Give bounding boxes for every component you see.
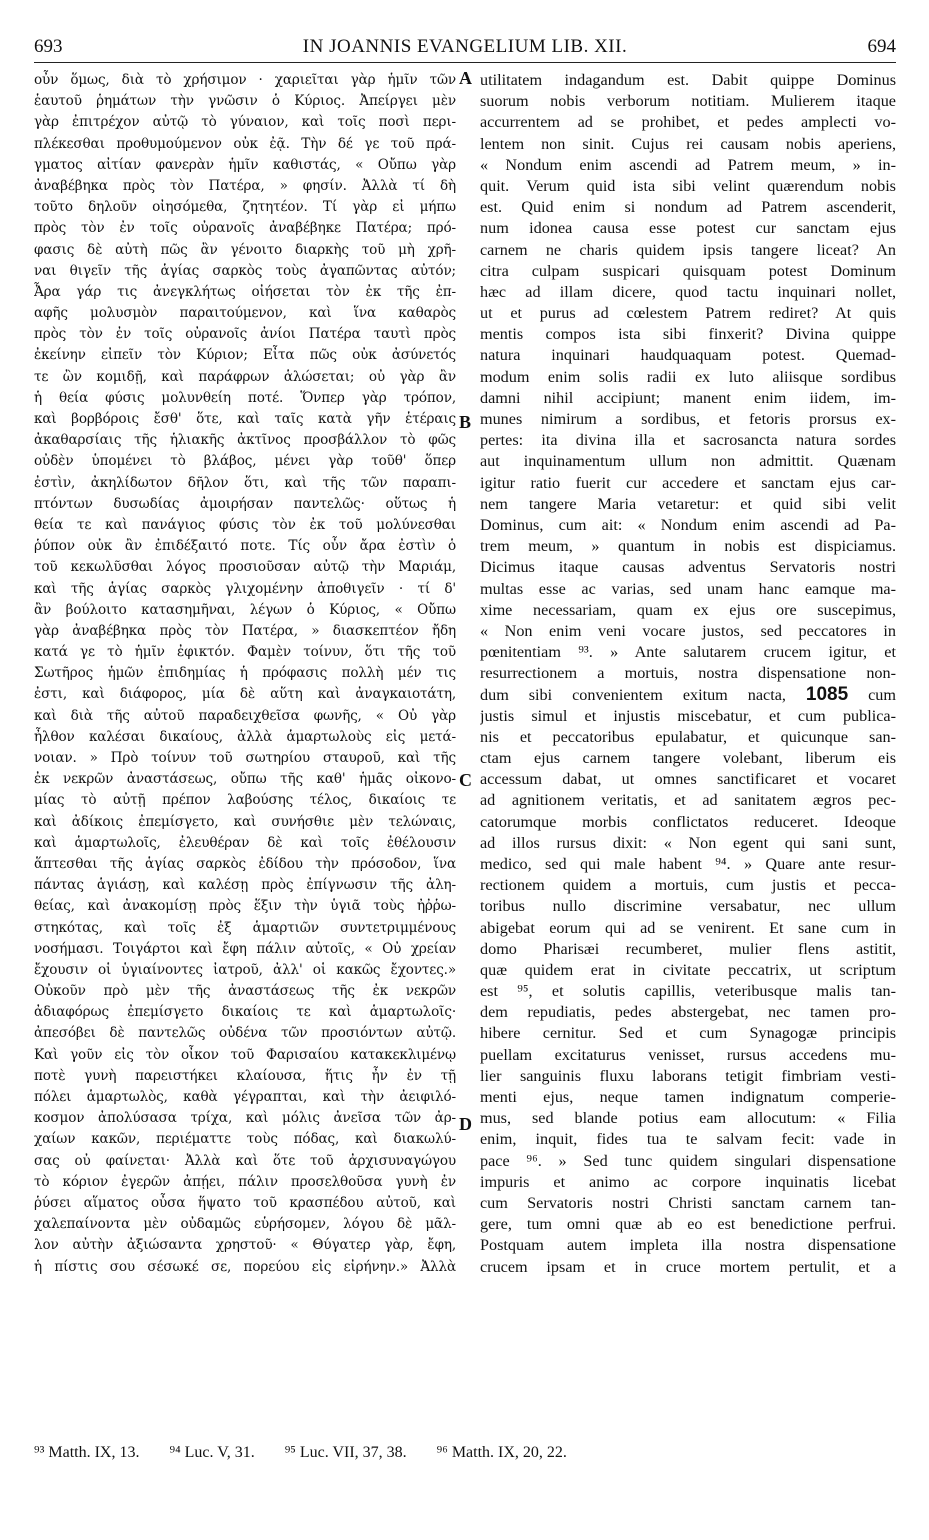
latin-line: est ⁹⁵, et solutis capillis, veteribusque malis tan- xyxy=(480,982,896,1001)
latin-line: mentis compos ista sibi finxerit? Divina quippe xyxy=(480,325,896,344)
greek-line: πτόντων δυσωδίας ἀμοιρήσαν παντελῶς· οὕτως ἡ xyxy=(34,495,456,512)
latin-line: mus, sed blande potius eam allocutum: « Filia xyxy=(480,1109,896,1128)
latin-line: pœnitentiam ⁹³. » Ante salutarem crucem igitur, et xyxy=(480,643,896,662)
greek-line: καὶ βορβόροις ἔσθ' ὅτε, καὶ ταῖς κατὰ γῆν ἑτέραις xyxy=(34,411,456,427)
latin-line: ctam ejus carnem tangere volebant, liberum eis xyxy=(480,749,896,767)
latin-line: accurrentem ad se prohibet, et pedes amplecti vo- xyxy=(480,113,896,132)
latin-line: dem repudiatis, pedes abstergebat, nec tamen pro- xyxy=(480,1003,896,1022)
latin-line: xime necessariam, quam ex ejus ore suscepimus, xyxy=(480,600,896,619)
footnote: ⁹⁴ Luc. V, 31. xyxy=(169,1444,255,1461)
greek-line: Καὶ γοῦν εἰς τὸν οἶκον τοῦ Φαρισαίου κατακεκλιμένῳ xyxy=(34,1046,456,1063)
latin-line: quit. Verum quid ista sibi velint quærendum nobis xyxy=(480,176,896,195)
greek-line: γὰρ ἐπιτρέχον αὐτῷ τὸ γύναιον, καὶ τοῖς ποσὶ περι- xyxy=(34,114,456,131)
latin-line: Dominus, cum ait: « Nondum enim ascendi ad Pa- xyxy=(480,515,896,534)
greek-line: αφῆς μολυσμὸν παραιτούμενον, καὶ ἵνα καθαρὸς xyxy=(34,305,456,322)
latin-line: natura inquinari haudquaquam potest. Quemad- xyxy=(480,346,896,365)
latin-line: gere, tum omni quæ ab eo est benedictione perfrui. xyxy=(480,1215,896,1234)
footnote: ⁹³ Matth. IX, 13. xyxy=(34,1444,140,1461)
greek-line: ναι θιγεῖν τῆς ἁγίας σαρκὸς τοὺς ἀγαπῶντας αὐτόν; xyxy=(34,262,456,279)
greek-line: καὶ ἁμαρτωλοῖς, ἐλευθέραν δὲ καὶ τοῖς ἐθέλουσιν xyxy=(34,834,456,851)
greek-line: καὶ ἀδίκοις ἐπεμίσγετο, καὶ συνήσθιε μὲν τελώναις, xyxy=(34,813,456,830)
greek-line: ἡ θεία φύσις μολυνθείη ποτέ. Ὅνπερ γὰρ τρόπον, xyxy=(34,389,456,406)
latin-line: catorumque morbis conflictatos reduceret. Ideoque xyxy=(480,812,896,831)
greek-line: ἑαυτοῦ ῥημάτων τὴν γνῶσιν ὁ Κύριος. Ἀπείργει μὲν xyxy=(34,93,456,110)
latin-line: hibere cernitur. Sed et cum Synagogæ principis xyxy=(480,1024,896,1043)
latin-column xyxy=(480,70,896,1278)
greek-line: ποτὲ γυνὴ παρειστήκει κλαίουσα, ἥτις ἦν ἐν τῇ xyxy=(34,1067,456,1084)
latin-line: ad agnitionem veritatis, et ad sanitatem ægros pec- xyxy=(480,791,896,810)
greek-line: Σωτῆρος ἡμῶν ἐπιδημίας ἡ πρόφασις πολλὴ μέν τις xyxy=(34,665,456,682)
latin-line: nis et peccatoribus epulabatur, et quicunque san- xyxy=(480,727,896,746)
greek-line: ῥύπον οὐκ ἂν ἐπιδέξαιτό ποτε. Τίς οὖν ἄρα ἐστὶν ὁ xyxy=(34,538,456,555)
latin-line: puellam excitaturus venisset, rursus accedens mu- xyxy=(480,1045,896,1064)
greek-line: πλέκεσθαι προθυμούμενον οὐκ ἐᾷ. Τὴν δέ γε τοῦ πρά- xyxy=(34,135,456,152)
latin-line: « Non enim veni vocare justos, sed peccatores in xyxy=(480,621,896,640)
greek-line: στηκότας, καὶ τοῖς ἐξ ἁμαρτιῶν συντετριμμένους xyxy=(34,919,456,936)
greek-line: ἐκείνην εἰπεῖν τὸν Κύριον; Εἶτα πῶς οὐκ ἀσύνετός xyxy=(34,347,456,364)
greek-line: φασις δὲ αὐτὴ πῶς ἂν γένοιτο διαρκὴς τοῦ μὴ χρῆ- xyxy=(34,241,456,258)
latin-line: impuris et animo ac corpore inquinatis licebat xyxy=(480,1172,896,1191)
latin-line: crucem ipsam et in cruce mortem pertulit, et a xyxy=(480,1257,896,1276)
footnotes xyxy=(34,1444,896,1462)
latin-line: Postquam autem impleta illa nostra dispensatione xyxy=(480,1236,896,1255)
latin-line: Dicimus itaque causas adventus Servatoris nostri xyxy=(480,558,896,577)
latin-line: suorum nobis verborum notitiam. Mulierem itaque xyxy=(480,92,896,111)
greek-line: γὰρ ἀναβέβηκα πρὸς τὸν Πατέρα, » διασκεπτέον ἤδη xyxy=(34,622,456,639)
latin-line: « Nondum enim ascendi ad Patrem meum, » in- xyxy=(480,155,896,174)
greek-line: ῥύσει αἵματος οὖσα ἥψατο τοῦ κρασπέδου αὐτοῦ, καὶ xyxy=(34,1194,456,1211)
greek-line: νοιαν. » Πρὸ τοίνυν τοῦ σωτηρίου σταυροῦ, καὶ τῆς xyxy=(34,750,456,766)
greek-line: πάντας ἁγιάσῃ, καὶ καλέσῃ πρὸς ἐπίγνωσιν τῆς ἀλη- xyxy=(34,877,456,894)
greek-line: σας οὐ φαίνεται· Ἀλλὰ καὶ ὅτε τοῦ ἀρχισυναγώγου xyxy=(34,1152,456,1169)
greek-line: νοσήμασι. Τοιγάρτοι καὶ ἔφη πάλιν αὐτοῖς, « Οὐ χρείαν xyxy=(34,940,456,957)
greek-line: μίας τὸ αὐτῇ πρέπον λαβούσης τέλος, δικαίοις τε xyxy=(34,792,456,809)
greek-line: Ἆρα γάρ τις ἀνεγκλήτως οἰήσεται τὸν ἐκ τῆς ἐπ- xyxy=(34,283,456,300)
latin-line: pace ⁹⁶. » Sed tunc quidem singulari dispensatione xyxy=(480,1151,896,1170)
greek-line: πόλει ἁμαρτωλὸς, καθὰ γέγραπται, καὶ τὴν ἀειφιλό- xyxy=(34,1089,456,1105)
greek-line: λον αὐτὴν ἀξιώσαντα χρηστοῦ· « Θύγατερ γὰρ, ἔφη, xyxy=(34,1237,456,1254)
latin-line: domo Pharisæi recumberet, mulier flens astitit, xyxy=(480,939,896,958)
latin-line: lentem non sinit. Cujus rei causam nobis aperiens, xyxy=(480,134,896,153)
greek-line: θείας, καὶ ἀνακομίσῃ πρὸς ἕξιν τὴν ὑγιᾶ τοὺς ἠῤῥω- xyxy=(34,898,456,915)
greek-line: ἅπτεσθαι τῆς ἁγίας σαρκὸς ἐδίδου τὴν πρόσοδον, ἵνα xyxy=(34,855,456,872)
latin-line: medico, sed qui male habent ⁹⁴. » Quare ante resur- xyxy=(480,854,896,873)
latin-line: lier sanguinis fluxu laborans tetigit fimbriam vesti- xyxy=(480,1066,896,1085)
latin-line: munes nimirum a sordibus, et fetoris prorsus ex- xyxy=(480,410,896,428)
section-marker-d: D xyxy=(459,1114,472,1134)
greek-line: Οὐκοῦν πρὸ μὲν τῆς ἀναστάσεως τῆς ἐκ νεκρῶν xyxy=(34,983,456,1000)
footnote: ⁹⁶ Matth. IX, 20, 22. xyxy=(436,1444,567,1461)
section-marker-a: A xyxy=(459,68,472,88)
greek-line: πρὸς τὸν ἐν τοῖς οὐρανοῖς ἀναβέβηκε Πατέρα; πρό- xyxy=(34,220,456,237)
greek-line: κοσμον ἀπολύσασα τρίχα, καὶ μόλις ἀνεῖσα τῶν ἀρ- xyxy=(34,1110,456,1127)
greek-line: ἐστὶν, ἀκηλίδωτον δῆλον ὅτι, καὶ τῆς τῶν παραπι- xyxy=(34,474,456,491)
greek-line: τοῦ κεκωλῦσθαι λόγος προσιοῦσαν αὐτῷ τὴν Μαριάμ, xyxy=(34,559,456,576)
latin-line: resurrectionem a mortuis, nostra dispensatione non- xyxy=(480,664,896,683)
greek-line: ἦλθον καλέσαι δικαίους, ἀλλὰ ἁμαρτωλοὺς εἰς μετά- xyxy=(34,728,456,745)
latin-line: ad illos rursus dixit: « Non egent qui sani sunt, xyxy=(480,833,896,852)
section-marker-c: C xyxy=(459,770,472,790)
latin-line: damni nihil accipiunt; manent enim iidem, im- xyxy=(480,388,896,407)
latin-line: quæ quidem erat in civitate peccatrix, ut scriptum xyxy=(480,960,896,979)
greek-line: ἐστι, καὶ διάφορος, μία δὲ αὕτη καὶ ἀναγκαιοτάτη, xyxy=(34,686,456,703)
latin-line: abigebat eorum qui ad se venirent. Et sane cum in xyxy=(480,918,896,937)
greek-line: ἀναβέβηκα πρὸς τὸν Πατέρα, » φησίν. Ἀλλὰ τί δὴ xyxy=(34,177,456,194)
greek-line: καὶ τῆς ἁγίας σαρκὸς γλιχομένην ἀποθιγεῖν · τί δ' xyxy=(34,580,456,597)
latin-line: accessum dabat, ut omnes sanctificaret et vocaret xyxy=(480,770,896,789)
latin-line: toribus nullo discrimine versabatur, nec ullum xyxy=(480,897,896,916)
latin-line: est. Quid enim si nondum ad Patrem ascenderit, xyxy=(480,198,896,217)
page-header xyxy=(34,36,896,63)
column-number: 1085 xyxy=(805,684,849,706)
greek-line: γματος αἰτίαν φανερὰν ἡμῖν καθιστάς, « Οὔπω γὰρ xyxy=(34,156,456,173)
greek-line: ἀπεσόβει δὲ παντελῶς οὐδένα τῶν προσιόντων αὐτῷ. xyxy=(34,1025,456,1042)
latin-line: cum Servatoris nostri Christi sanctam carnem tan- xyxy=(480,1193,896,1212)
greek-line: ἀδιαφόρως ἐπεμίσγετο δικαίοις τε καὶ ἁμαρτωλοῖς· xyxy=(34,1004,456,1021)
greek-line: ἂν βούλοιτο κατασημῆναι, λέγων ὁ Κύριος, « Οὔπω xyxy=(34,601,456,618)
latin-line: igitur ratio fuerit cur accedere et sanctam ejus car- xyxy=(480,473,896,492)
page-number-right: 694 xyxy=(867,36,896,57)
greek-line: τοῦτο δηλοῦν οἰησόμεθα, ζητητέον. Τί γὰρ εἰ μήπω xyxy=(34,199,456,216)
greek-line: ἡ πίστις σου σέσωκέ σε, πορεύου εἰς εἰρήνην.» Ἀλλὰ xyxy=(34,1258,456,1275)
greek-line: ἔχουσιν οἱ ὑγιαίνοντες ἰατροῦ, ἀλλ' οἱ κακῶς ἔχοντες.» xyxy=(34,961,456,978)
footnote: ⁹⁵ Luc. VII, 37, 38. xyxy=(284,1444,407,1461)
greek-line: οὐδὲν ὑπομένει τὸ βλάβος, μένει γὰρ τοῦθ' ὅπερ xyxy=(34,453,456,470)
latin-line: utilitatem indagandum est. Dabit quippe Dominus xyxy=(480,71,896,89)
greek-line: καὶ διὰ τῆς αὐτοῦ παραδειχθεῖσα φωνῆς, « Οὐ γὰρ xyxy=(34,707,456,724)
page-number-left: 693 xyxy=(34,36,63,57)
greek-line: τε ὢν κομιδῇ, καὶ παράφρων ἁλώσεται; οὐ γὰρ ἂν xyxy=(34,368,456,385)
latin-line: multas esse ac varias, sed unam hanc eamque ma- xyxy=(480,579,896,598)
latin-line: ut et purus ad cœlestem Patrem rediret? At quis xyxy=(480,304,896,323)
latin-line: aut inquinamentum ullum non admittit. Quænam xyxy=(480,452,896,471)
greek-line: ἀκαθαρσίαις τῆς ἡλιακῆς ἀκτῖνος προσβάλλον τὸ φῶς xyxy=(34,432,456,449)
latin-line: justis simul et injustis miscebatur, et cum publica- xyxy=(480,706,896,725)
latin-line: enim, inquit, fides tua te salvam fecit: vade in xyxy=(480,1130,896,1149)
latin-line: rectionem quidem a mortuis, cum justis et pecca- xyxy=(480,876,896,895)
greek-line: ἐκ νεκρῶν ἀναστάσεως, οὔπω τῆς καθ' ἡμᾶς οἰκονο- xyxy=(34,771,456,788)
latin-line: trem meum, » quantum in nobis est dispiciamus. xyxy=(480,537,896,556)
greek-line: κατά γε τὸ ἡμῖν ἐφικτόν. Φαμὲν τοίνυν, ὅτι τῆς τοῦ xyxy=(34,644,456,661)
greek-line: χαλεπαίνοντα μὲν οὐδαμῶς εὑρήσομεν, λόγου δὲ μᾶλ- xyxy=(34,1216,456,1233)
latin-line: nem tangere Maria vetaretur: et quid sibi velit xyxy=(480,494,896,513)
latin-line: citra culpam suspicari quisquam potest Dominum xyxy=(480,261,896,280)
greek-line: θεία τε καὶ πανάγιος φύσις τὸν ἐκ τοῦ μολύνεσθαι xyxy=(34,516,456,533)
latin-line: pertes: ita divina illa et sacrosancta natura sordes xyxy=(480,431,896,450)
greek-column xyxy=(34,70,456,1278)
greek-line: πρὸς τὸν ἐν τοῖς οὐρανοῖς ἀνίοι Πατέρα ταυτὶ πρὸς xyxy=(34,326,456,343)
greek-line: τὸ κόριον ἐγερῶν ἀπῄει, πάλιν προσελθοῦσα γυνὴ ἐν xyxy=(34,1173,456,1190)
latin-line: modum enim solis radii ex luto aliisque sordibus xyxy=(480,367,896,386)
greek-line: χαίων κακῶν, περιέματτε τοὺς πόδας, καὶ διακωλύ- xyxy=(34,1131,456,1148)
column-number-continuation: cum xyxy=(848,686,896,705)
latin-line: num idonea causa esse potest cur sanctam ejus xyxy=(480,219,896,238)
greek-line: οὖν ὅμως, διὰ τὸ χρήσιμον · χαριεῖται γὰρ ἡμῖν τῶν xyxy=(34,72,456,88)
latin-line: dum sibi convenientem exitum nacta, 1085 cum xyxy=(480,684,896,706)
running-title: IN JOANNIS EVANGELIUM LIB. XII. xyxy=(302,36,628,57)
section-marker-b: B xyxy=(459,412,472,432)
latin-line: menti ejus, neque tamen indignatum comperie- xyxy=(480,1088,896,1106)
latin-line: hæc ad illam dicere, quod tactu inquinari nollet, xyxy=(480,282,896,301)
latin-line: carnem ne charis quidem ipsis tangere liceat? An xyxy=(480,240,896,259)
